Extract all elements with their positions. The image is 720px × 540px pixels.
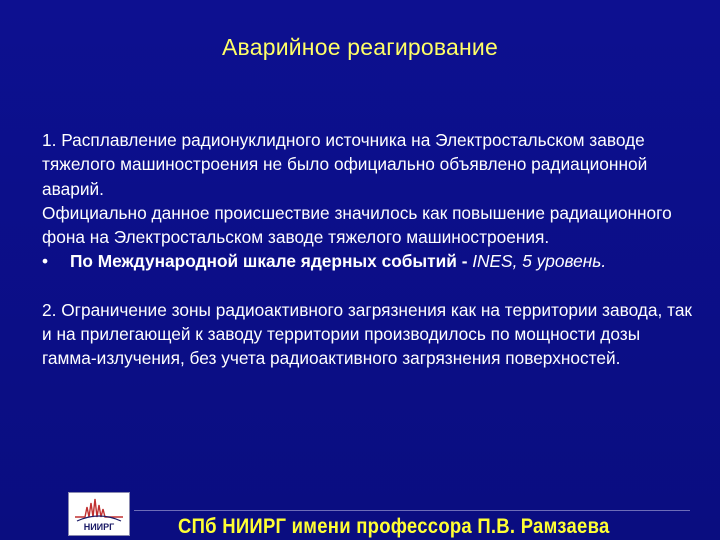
organization-name: СПб НИИРГ имени профессора П.В. Рамзаева — [178, 514, 610, 538]
footer-divider — [134, 510, 690, 511]
slide-title: Аварийное реагирование — [222, 34, 498, 60]
logo-text: НИИРГ — [83, 522, 115, 532]
paragraph-1: 1. Расплавление радионуклидного источника на Электростальском заводе тяжелого машиностроения не было официально объявлено радиационной аварий. — [42, 130, 648, 199]
ines-bullet-italic: INES, 5 уровень. — [467, 251, 607, 272]
paragraph-2: 2. Ограничение зоны радиоактивного загрязнения как на территории завода, так и на прилегающей к заводу территории производилось по мощности дозы гамма-излучения, без учета радиоактивного загрязнения поверхностей. — [42, 299, 692, 369]
ines-bullet-bold: По Международной шкале ядерных событий - — [70, 251, 468, 272]
slide-body — [42, 128, 692, 371]
ines-bullet — [42, 249, 692, 273]
paragraph-official: Официально данное происшествие значилось как повышение радиационного фона на Электростальском заводе тяжелого машиностроения. — [42, 202, 672, 248]
institute-logo — [68, 492, 130, 536]
bullet-icon: • — [42, 251, 49, 272]
